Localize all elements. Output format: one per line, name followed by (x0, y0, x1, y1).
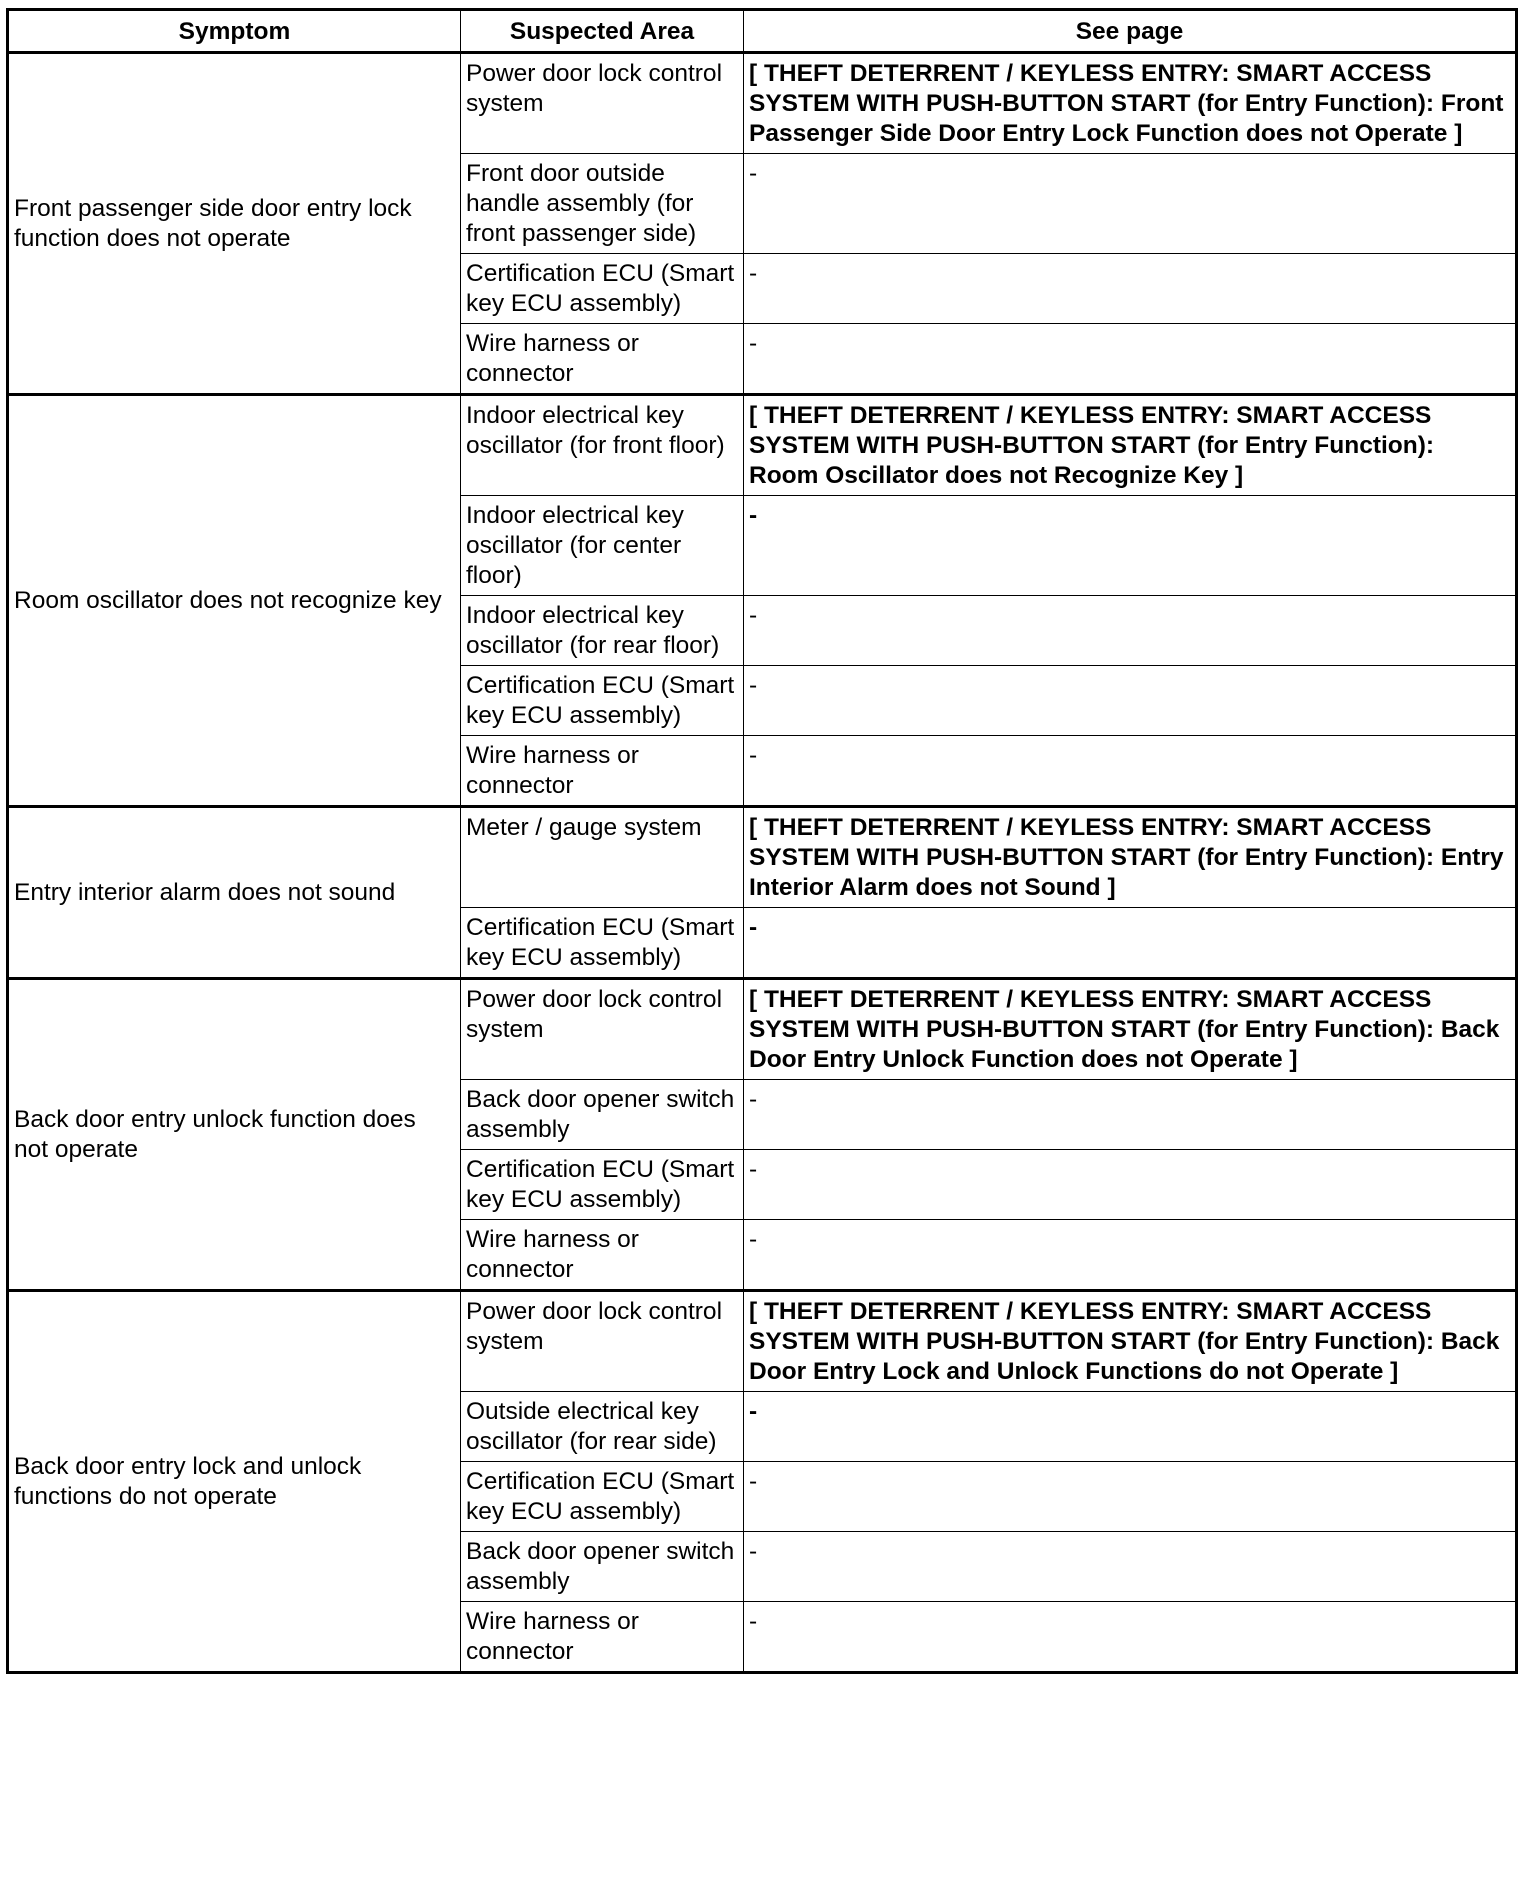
see-page-cell: - (744, 496, 1517, 596)
header-row (8, 10, 1517, 53)
see-page-cell: - (744, 1392, 1517, 1462)
suspected-area-cell: Power door lock control system (461, 979, 744, 1080)
see-page-cell: - (744, 596, 1517, 666)
see-page-cell: - (744, 736, 1517, 807)
see-page-cell: - (744, 1532, 1517, 1602)
see-page-cell: - (744, 1080, 1517, 1150)
see-page-link[interactable]: [ THEFT DETERRENT / KEYLESS ENTRY: SMART ACCESS SYSTEM WITH PUSH-BUTTON START (for Entry Function): Room Oscillator does not Recognize Key ] (744, 395, 1517, 496)
suspected-area-cell: Wire harness or connector (461, 736, 744, 807)
see-page-cell: - (744, 666, 1517, 736)
suspected-area-cell: Certification ECU (Smart key ECU assembly) (461, 666, 744, 736)
see-page-cell: - (744, 1602, 1517, 1673)
suspected-area-cell: Wire harness or connector (461, 324, 744, 395)
see-page-cell: - (744, 1462, 1517, 1532)
see-page-cell: - (744, 154, 1517, 254)
symptom-cell: Back door entry unlock function does not operate (8, 979, 461, 1291)
symptom-cell: Room oscillator does not recognize key (8, 395, 461, 807)
suspected-area-cell: Certification ECU (Smart key ECU assembly) (461, 1462, 744, 1532)
suspected-area-cell: Certification ECU (Smart key ECU assembly) (461, 254, 744, 324)
see-page-cell: - (744, 324, 1517, 395)
suspected-area-cell: Indoor electrical key oscillator (for rear floor) (461, 596, 744, 666)
suspected-area-cell: Back door opener switch assembly (461, 1080, 744, 1150)
see-page-link[interactable]: [ THEFT DETERRENT / KEYLESS ENTRY: SMART ACCESS SYSTEM WITH PUSH-BUTTON START (for Entry Function): Entry Interior Alarm does not Sound ] (744, 807, 1517, 908)
suspected-area-cell: Power door lock control system (461, 53, 744, 154)
suspected-area-cell: Certification ECU (Smart key ECU assembly) (461, 1150, 744, 1220)
suspected-area-cell: Wire harness or connector (461, 1220, 744, 1291)
troubleshooting-table (6, 8, 1518, 1674)
see-page-cell: - (744, 1220, 1517, 1291)
see-page-cell: - (744, 1150, 1517, 1220)
header-suspected-area: Suspected Area (461, 10, 744, 53)
symptom-cell: Front passenger side door entry lock function does not operate (8, 53, 461, 395)
suspected-area-cell: Power door lock control system (461, 1291, 744, 1392)
suspected-area-cell: Indoor electrical key oscillator (for center floor) (461, 496, 744, 596)
symptom-cell: Back door entry lock and unlock functions do not operate (8, 1291, 461, 1673)
see-page-link[interactable]: [ THEFT DETERRENT / KEYLESS ENTRY: SMART ACCESS SYSTEM WITH PUSH-BUTTON START (for Entry Function): Front Passenger Side Door Entry Lock Function does not Operate ] (744, 53, 1517, 154)
see-page-cell: - (744, 908, 1517, 979)
table-row (8, 53, 1517, 154)
table-row (8, 807, 1517, 908)
suspected-area-cell: Front door outside handle assembly (for front passenger side) (461, 154, 744, 254)
header-symptom: Symptom (8, 10, 461, 53)
suspected-area-cell: Outside electrical key oscillator (for rear side) (461, 1392, 744, 1462)
see-page-cell: - (744, 254, 1517, 324)
table-row (8, 395, 1517, 496)
header-see-page: See page (744, 10, 1517, 53)
table-row (8, 1291, 1517, 1392)
table-row (8, 979, 1517, 1080)
suspected-area-cell: Back door opener switch assembly (461, 1532, 744, 1602)
see-page-link[interactable]: [ THEFT DETERRENT / KEYLESS ENTRY: SMART ACCESS SYSTEM WITH PUSH-BUTTON START (for Entry Function): Back Door Entry Lock and Unlock Functions do not Operate ] (744, 1291, 1517, 1392)
symptom-cell: Entry interior alarm does not sound (8, 807, 461, 979)
suspected-area-cell: Wire harness or connector (461, 1602, 744, 1673)
suspected-area-cell: Indoor electrical key oscillator (for front floor) (461, 395, 744, 496)
see-page-link[interactable]: [ THEFT DETERRENT / KEYLESS ENTRY: SMART ACCESS SYSTEM WITH PUSH-BUTTON START (for Entry Function): Back Door Entry Unlock Function does not Operate ] (744, 979, 1517, 1080)
suspected-area-cell: Meter / gauge system (461, 807, 744, 908)
suspected-area-cell: Certification ECU (Smart key ECU assembly) (461, 908, 744, 979)
